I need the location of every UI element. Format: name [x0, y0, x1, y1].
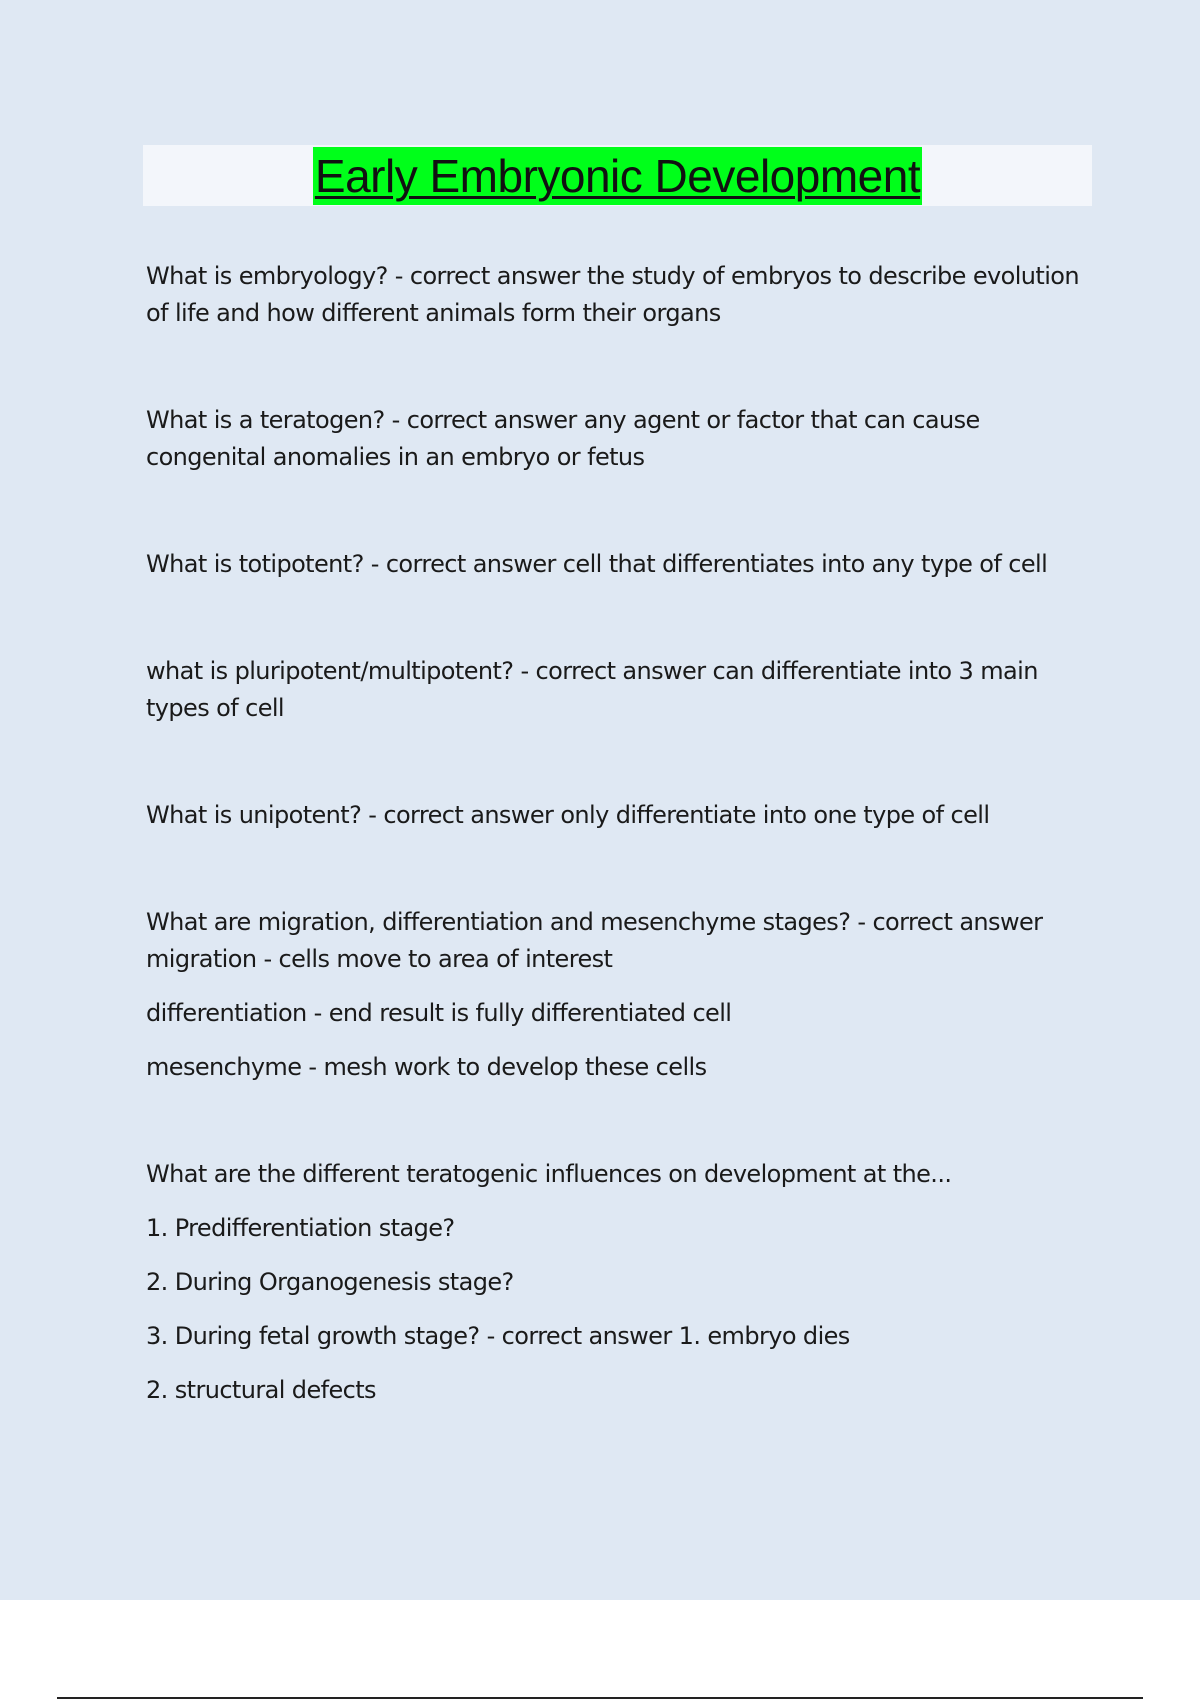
qa-detail-line: 2. structural defects	[146, 1376, 376, 1404]
qa-entry-unipotent	[146, 797, 1086, 834]
qa-detail-line: differentiation - end result is fully differentiated cell	[146, 999, 732, 1027]
qa-entry-teratogen	[146, 402, 1086, 476]
qa-text: What is unipotent? - correct answer only differentiate into one type of cell	[146, 801, 990, 829]
qa-text: What is embryology? - correct answer the study of embryos to describe evolution of life and how different animals form their organs	[146, 262, 1079, 327]
qa-text: What is totipotent? - correct answer cell that differentiates into any type of cell	[146, 550, 1048, 578]
qa-detail-line: mesenchyme - mesh work to develop these cells	[146, 1053, 707, 1081]
document-body	[146, 258, 1086, 1479]
qa-entry-totipotent	[146, 546, 1086, 583]
qa-entry-teratogenic-influences	[146, 1156, 1086, 1409]
qa-entry-stages	[146, 904, 1086, 1086]
qa-text: what is pluripotent/multipotent? - correct answer can differentiate into 3 main types of cell	[146, 657, 1038, 722]
title-bar	[143, 145, 1092, 206]
qa-text: What is a teratogen? - correct answer any agent or factor that can cause congenital anomalies in an embryo or fetus	[146, 406, 980, 471]
qa-entry-embryology	[146, 258, 1086, 332]
qa-text: What are the different teratogenic influences on development at the...	[146, 1160, 952, 1188]
qa-detail-line: 3. During fetal growth stage? - correct answer 1. embryo dies	[146, 1322, 850, 1350]
qa-entry-pluripotent	[146, 653, 1086, 727]
qa-detail-line: 1. Predifferentiation stage?	[146, 1214, 455, 1242]
qa-detail-line: 2. During Organogenesis stage?	[146, 1268, 514, 1296]
document-title: Early Embryonic Development	[313, 147, 922, 205]
footer-divider	[57, 1697, 1143, 1699]
qa-text: What are migration, differentiation and mesenchyme stages? - correct answer migration - cells move to area of interest	[146, 908, 1043, 973]
